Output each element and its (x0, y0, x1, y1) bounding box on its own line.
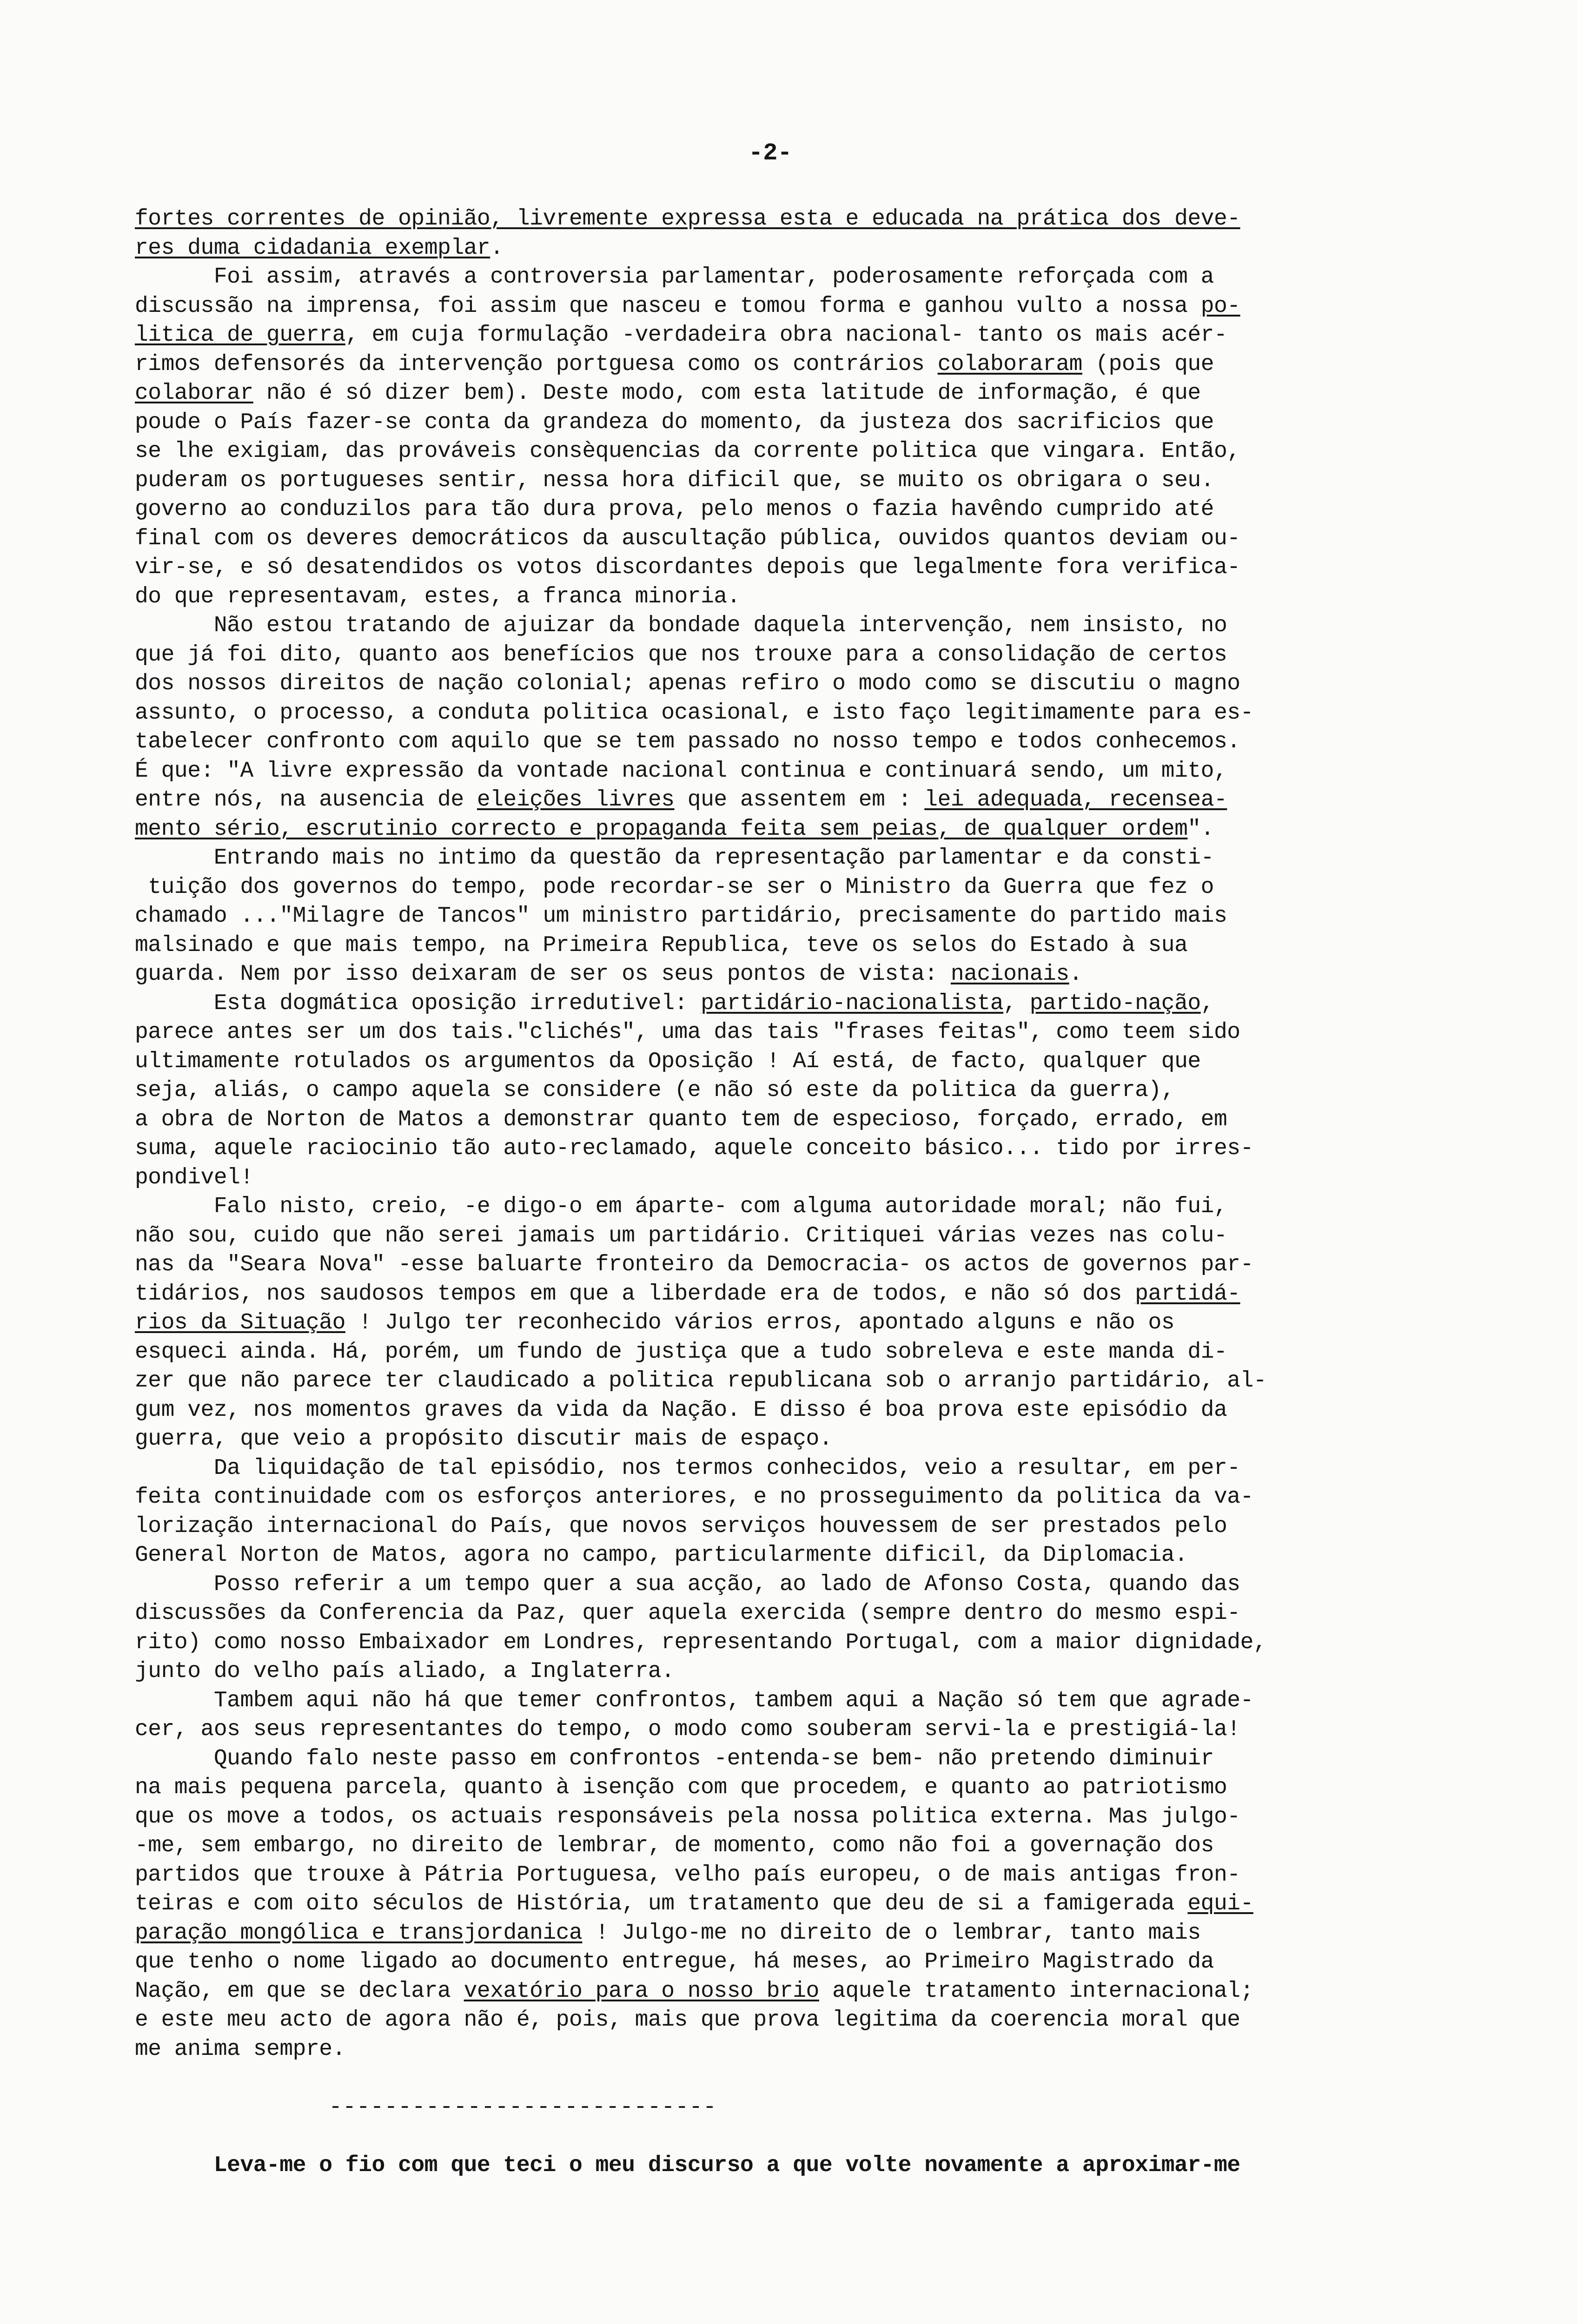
text-segment: não sou, cuido que não serei jamais um partidário. Critiquei várias vezes nas colu- (135, 1223, 1227, 1248)
text-line (135, 815, 1474, 844)
text-segment: malsinado e que mais tempo, na Primeira Republica, teve os selos do Estado à sua (135, 932, 1188, 958)
text-line (135, 1280, 1474, 1309)
text-segment: me anima sempre. (135, 2036, 345, 2062)
underlined-text: nacionais (950, 962, 1069, 987)
underlined-text: lei adequada, recensea- (924, 787, 1227, 812)
text-segment: não é só dizer bem). Deste modo, com esta latitude de informação, é que (253, 381, 1201, 406)
text-line (135, 1192, 1474, 1221)
text-line (135, 1250, 1474, 1280)
text-line (135, 786, 1474, 815)
underlined-text: colaboraram (937, 351, 1082, 377)
text-segment: feita continuidade com os esforços anteriores, e no prosseguimento da politica da va- (135, 1485, 1253, 1510)
text-line (135, 582, 1474, 612)
underlined-text: rios da Situação (135, 1310, 345, 1335)
text-segment: poude o País fazer-se conta da grandeza do momento, da justeza dos sacrificios que (135, 409, 1214, 435)
text-segment: dos nossos direitos de nação colonial; apenas refiro o modo como se discutiu o magno (135, 671, 1240, 696)
text-segment: General Norton de Matos, agora no campo, particularmente dificil, da Diplomacia. (135, 1543, 1188, 1568)
text-segment: . (1069, 962, 1082, 987)
text-line (135, 1367, 1474, 1396)
text-segment: ! Julgo ter reconhecido vários erros, apontado alguns e não os (345, 1310, 1175, 1335)
text-segment: , (1200, 990, 1214, 1016)
text-line (135, 902, 1474, 931)
text-segment: governo ao conduzilos para tão dura prova, pelo menos o fazia havêndo cumprido até (135, 497, 1214, 522)
text-segment: . (490, 235, 504, 261)
text-segment: que tenho o nome ligado ao documento entregue, há meses, ao Primeiro Magistrado da (135, 1949, 1214, 1974)
underlined-text: colaborar (135, 381, 253, 406)
text-line (135, 466, 1474, 495)
underlined-text: partidá- (1135, 1281, 1240, 1307)
text-segment: Entrando mais no intimo da questão da representação parlamentar e da consti- (135, 845, 1214, 871)
text-line (135, 1715, 1474, 1744)
text-line (135, 1425, 1474, 1454)
text-segment: Posso referir a um tempo quer a sua acção, ao lado de Afonso Costa, quando das (135, 1571, 1240, 1597)
text-segment: suma, aquele raciocinio tão auto-reclamado, aquele conceito básico... tido por irres- (135, 1136, 1253, 1161)
text-segment: guerra, que veio a propósito discutir mais de espaço. (135, 1426, 833, 1452)
text-segment: discussão na imprensa, foi assim que nasceu e tomou forma e ganhou vulto a nossa (135, 293, 1201, 319)
text-line (135, 757, 1474, 786)
text-segment: (pois que (1082, 351, 1214, 377)
text-line (135, 727, 1474, 757)
text-segment: , em cuja formulação -verdadeira obra nacional- tanto os mais acér- (345, 323, 1227, 348)
text-segment: lorização internacional do País, que novos serviços houvessem de ser prestados pelo (135, 1513, 1227, 1539)
text-segment: teiras e com oito séculos de História, um tratamento que deu de si a famigerada (135, 1891, 1188, 1916)
text-segment: esqueci ainda. Há, porém, um fundo de justiça que a tudo sobreleva e este manda di- (135, 1339, 1227, 1365)
text-segment: Falo nisto, creio, -e digo-o em áparte- com alguma autoridade moral; não fui, (135, 1194, 1227, 1219)
text-lines (135, 205, 1474, 2064)
text-line (135, 1802, 1474, 1832)
text-segment: cer, aos seus representantes do tempo, o modo como souberam servi-la e prestigiá-la! (135, 1717, 1240, 1742)
text-segment: gum vez, nos momentos graves da vida da Nação. E disso é boa prova este episódio da (135, 1397, 1227, 1423)
text-line (135, 669, 1474, 699)
text-segment: que assentem em : (674, 787, 925, 812)
text-line (135, 1396, 1474, 1425)
text-line (135, 1773, 1474, 1802)
text-line (135, 1512, 1474, 1541)
text-line (135, 379, 1474, 408)
underlined-text: paração mongólica e transjordanica (135, 1920, 583, 1946)
text-line (135, 263, 1474, 292)
text-segment: final com os deveres democráticos da auscultação pública, ouvidos quantos deviam ou- (135, 526, 1240, 551)
text-line (135, 1454, 1474, 1483)
text-segment: nas da "Seara Nova" -esse baluarte fronteiro da Democracia- os actos de governos par- (135, 1252, 1253, 1277)
text-segment: seja, aliás, o campo aquela se considere (e não só este da politica da guerra), (135, 1078, 1175, 1103)
text-line (135, 1570, 1474, 1599)
text-segment: tuição dos governos do tempo, pode recordar-se ser o Ministro da Guerra que fez o (135, 874, 1214, 900)
underlined-text: fortes correntes de opinião, livremente expressa esta e educada na prática dos deve- (135, 206, 1240, 231)
text-line (135, 844, 1474, 873)
blank-line (135, 2122, 1474, 2151)
text-segment: ". (1187, 816, 1214, 842)
text-segment: chamado ..."Milagre de Tancos" um ministro partidário, precisamente do partido mais (135, 904, 1227, 929)
text-segment: na mais pequena parcela, quanto à isenção com que procedem, e quanto ao patriotismo (135, 1775, 1227, 1800)
text-segment: Tambem aqui não há que temer confrontos, tambem aqui a Nação só tem que agrade- (135, 1688, 1253, 1713)
text-line (135, 640, 1474, 670)
text-segment: entre nós, na ausencia de (135, 787, 477, 812)
text-line (135, 524, 1474, 554)
text-segment: ultimamente rotulados os argumentos da Oposição ! Aí está, de facto, qualquer que (135, 1049, 1201, 1074)
text-segment: puderam os portugueses sentir, nessa hora dificil que, se muito os obrigara o seu. (135, 468, 1214, 493)
text-line (135, 1221, 1474, 1251)
text-line (135, 2035, 1474, 2064)
text-line (135, 1686, 1474, 1716)
text-line (135, 321, 1474, 350)
text-segment: que os move a todos, os actuais responsáveis pela nossa politica externa. Mas julgo- (135, 1804, 1240, 1829)
text-line (135, 1889, 1474, 1919)
text-segment: parece antes ser um dos tais."clichés", uma das tais "frases feitas", como teem sido (135, 1020, 1240, 1045)
text-line (135, 1831, 1474, 1861)
text-segment: Não estou tratando de ajuizar da bondade daquela intervenção, nem insisto, no (135, 613, 1227, 638)
text-line (135, 611, 1474, 640)
blank-line (135, 2064, 1474, 2093)
text-line (135, 1018, 1474, 1047)
text-line (135, 699, 1474, 728)
text-line (135, 1483, 1474, 1512)
text-segment: tabelecer confronto com aquilo que se tem passado no nosso tempo e todos conhecemos. (135, 729, 1240, 754)
text-segment: aquele tratamento internacional; (819, 1978, 1253, 2004)
text-line (135, 1076, 1474, 1105)
text-line (135, 1308, 1474, 1338)
text-line (135, 989, 1474, 1018)
text-line (135, 1338, 1474, 1367)
text-line (135, 1744, 1474, 1774)
text-segment: Foi assim, através a controversia parlamentar, poderosamente reforçada com a (135, 264, 1214, 290)
text-line (135, 873, 1474, 902)
text-segment: ! Julgo-me no direito de o lembrar, tanto mais (582, 1920, 1201, 1946)
underlined-text: litica de guerra (135, 323, 345, 348)
text-segment: a obra de Norton de Matos a demonstrar quanto tem de especioso, forçado, errado, em (135, 1107, 1227, 1132)
document-body (135, 205, 1474, 2180)
text-line (135, 553, 1474, 582)
text-line (135, 1628, 1474, 1657)
underlined-text: mento sério, escrutinio correcto e propaganda feita sem peias, de qualquer ordem (135, 816, 1188, 842)
text-line (135, 205, 1474, 234)
text-segment: rito) como nosso Embaixador em Londres, representando Portugal, com a maior dignidade, (135, 1630, 1267, 1655)
underlined-text: partidário-nacionalista (701, 990, 1004, 1016)
text-line (135, 1861, 1474, 1890)
text-line (135, 292, 1474, 321)
text-segment: Da liquidação de tal episódio, nos termos conhecidos, veio a resultar, em per- (135, 1455, 1240, 1481)
underlined-text: po- (1200, 293, 1240, 319)
text-line (135, 1047, 1474, 1076)
text-line (135, 1657, 1474, 1686)
text-segment: tidários, nos saudosos tempos em que a liberdade era de todos, e não só dos (135, 1281, 1135, 1307)
text-line (135, 1919, 1474, 1948)
text-segment: que já foi dito, quanto aos benefícios que nos trouxe para a consolidação de certos (135, 642, 1227, 667)
underlined-text: equi- (1187, 1891, 1253, 1916)
page-number: -2- (749, 139, 792, 167)
text-segment: do que representavam, estes, a franca minoria. (135, 584, 741, 609)
text-segment: e este meu acto de agora não é, pois, mais que prova legitima da coerencia moral que (135, 2007, 1240, 2033)
text-line (135, 495, 1474, 524)
text-segment: É que: "A livre expressão da vontade nacional continua e continuará sendo, um mito, (135, 758, 1227, 784)
text-segment: junto do velho país aliado, a Inglaterra. (135, 1659, 675, 1684)
text-segment: zer que não parece ter claudicado a politica republicana sob o arranjo partidário, al- (135, 1368, 1267, 1393)
text-segment: se lhe exigiam, das prováveis consèquencias da corrente politica que vingara. Então, (135, 439, 1240, 464)
text-line (135, 1163, 1474, 1193)
text-segment: discussões da Conferencia da Paz, quer aquela exercida (sempre dentro do mesmo espi- (135, 1601, 1240, 1626)
text-segment: , (1003, 990, 1030, 1016)
underlined-text: vexatório para o nosso brio (464, 1978, 819, 2004)
text-line (135, 1948, 1474, 1977)
text-segment: -me, sem embargo, no direito de lembrar, de momento, como não foi a governação dos (135, 1833, 1214, 1858)
text-line (135, 2006, 1474, 2035)
text-line (135, 234, 1474, 263)
text-line (135, 931, 1474, 960)
closing-line: Leva-me o fio com que teci o meu discurso a que volte novamente a aproximar-me (135, 2152, 1240, 2178)
text-line (135, 1977, 1474, 2006)
underlined-text: res duma cidadania exemplar (135, 235, 490, 261)
text-line (135, 1105, 1474, 1135)
text-segment: pondivel! (135, 1165, 253, 1190)
text-line (135, 1541, 1474, 1570)
text-line (135, 437, 1474, 466)
underlined-text: partido-nação (1029, 990, 1201, 1016)
text-line (135, 408, 1474, 437)
text-segment: rimos defensorés da intervenção portguesa como os contrários (135, 351, 938, 377)
text-segment: guarda. Nem por isso deixaram de ser os seus pontos de vista: (135, 962, 951, 987)
text-segment: Quando falo neste passo em confrontos -entenda-se bem- não pretendo diminuir (135, 1746, 1214, 1771)
text-segment: Esta dogmática oposição irredutivel: (135, 990, 701, 1016)
text-segment: assunto, o processo, a conduta politica ocasional, e isto faço legitimamente para es- (135, 700, 1253, 726)
text-segment: partidos que trouxe à Pátria Portuguesa, velho país europeu, o de mais antigas fron- (135, 1862, 1240, 1888)
text-segment: Nação, em que se declara (135, 1978, 464, 2004)
section-separator: ---------------------------- (135, 2094, 717, 2120)
text-line (135, 960, 1474, 989)
text-line (135, 1134, 1474, 1163)
text-segment: vir-se, e só desatendidos os votos discordantes depois que legalmente fora verifica- (135, 555, 1240, 580)
text-line (135, 1599, 1474, 1628)
text-line (135, 350, 1474, 379)
underlined-text: eleições livres (477, 787, 675, 812)
